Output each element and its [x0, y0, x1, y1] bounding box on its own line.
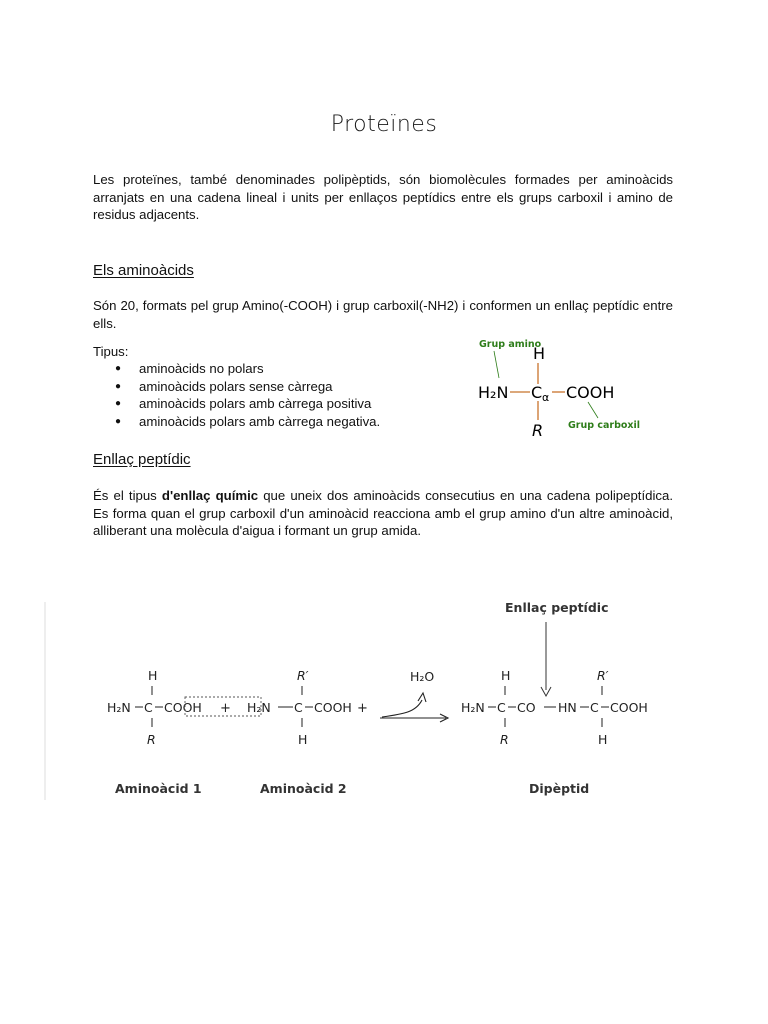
list-item: ● aminoàcids no polars — [93, 360, 380, 378]
peptide-bond-label: Enllaç peptídic — [505, 600, 609, 615]
aa1-bottom-r: R — [147, 732, 156, 747]
peptide-bond-diagram — [44, 590, 724, 802]
intro-paragraph: Les proteïnes, també denominades polipèptids, són biomolècules formades per aminoàcids arranjats en una cadena lineal i units per enllaços peptídics entre els grups carboxil i amino de residus adjacents. — [93, 172, 673, 222]
peptide-paragraph — [93, 487, 673, 540]
dip-carbon-1: C — [497, 700, 506, 715]
carboxyl-group-cooh: COOH — [566, 383, 615, 402]
aa2-bottom-h: H — [298, 732, 308, 747]
aa2-cooh: COOH — [314, 700, 352, 715]
plus-sign-2: + — [357, 701, 368, 716]
water-molecule: H₂O — [410, 669, 435, 684]
peptide-text-after: que uneix dos aminoàcids consecutius en una cadena polipeptídica. Es forma quan el grup carboxil d'un aminoàcid reacciona amb el grup amino d'un altre aminoàcid, alliberant una molècula d'aigua i formant un grup amida. — [93, 488, 673, 538]
section-heading-aminoacids: Els aminoàcids — [93, 262, 194, 279]
side-chain-r: R — [532, 421, 544, 440]
peptide-text-before: És el tipus — [93, 488, 162, 503]
dip-top-r2: R′ — [597, 668, 609, 683]
grup-amino-label: Grup amino — [479, 339, 542, 350]
dip-cooh: COOH — [610, 700, 648, 715]
alpha-symbol: α — [542, 391, 550, 404]
aminoacid-structure-figure — [470, 334, 650, 442]
aa1-cooh: COOH — [164, 700, 202, 715]
amino-pointer-line — [494, 351, 499, 378]
section-heading-peptide: Enllaç peptídic — [93, 451, 191, 468]
dipeptide-label: Dipèptid — [529, 781, 590, 796]
dip-bottom-r: R — [500, 732, 509, 747]
list-item: ● aminoàcids polars sense càrrega — [93, 378, 380, 396]
aa2-top-r: R′ — [297, 668, 309, 683]
dip-bottom-h: H — [598, 732, 608, 747]
carboxil-pointer-line — [588, 402, 598, 418]
reaction-arrow-curve — [382, 700, 422, 717]
plus-sign-1: + — [220, 701, 231, 716]
aa1-top-h: H — [148, 668, 158, 683]
amino-group-h2n: H₂N — [478, 383, 509, 402]
types-list — [93, 360, 380, 430]
alpha-carbon: C — [531, 383, 543, 402]
dip-carbon-2: C — [590, 700, 599, 715]
aa1-label: Aminoàcid 1 — [115, 781, 202, 796]
aa2-label: Aminoàcid 2 — [260, 781, 347, 796]
types-label: Tipus: — [93, 344, 129, 359]
aa1-h2n: H₂N — [107, 700, 131, 715]
aa2-carbon: C — [294, 700, 303, 715]
aa2-h2n: H₂N — [247, 700, 271, 715]
peptide-text-bold: d'enllaç químic — [161, 488, 259, 503]
page-title: Proteïnes — [330, 112, 438, 137]
grup-carboxil-label: Grup carboxil — [568, 420, 641, 431]
list-item: ● aminoàcids polars amb càrrega positiva — [93, 395, 380, 413]
alpha-h: H — [533, 344, 546, 363]
dip-hn: HN — [558, 700, 577, 715]
dip-co: CO — [517, 700, 536, 715]
dip-top-h: H — [501, 668, 511, 683]
list-item: ● aminoàcids polars amb càrrega negativa. — [93, 413, 380, 431]
aa1-carbon: C — [144, 700, 153, 715]
dip-h2n: H₂N — [461, 700, 485, 715]
aminoacids-paragraph: Són 20, formats pel grup Amino(-COOH) i grup carboxil(-NH2) i conformen un enllaç peptídic entre ells. — [93, 298, 673, 331]
